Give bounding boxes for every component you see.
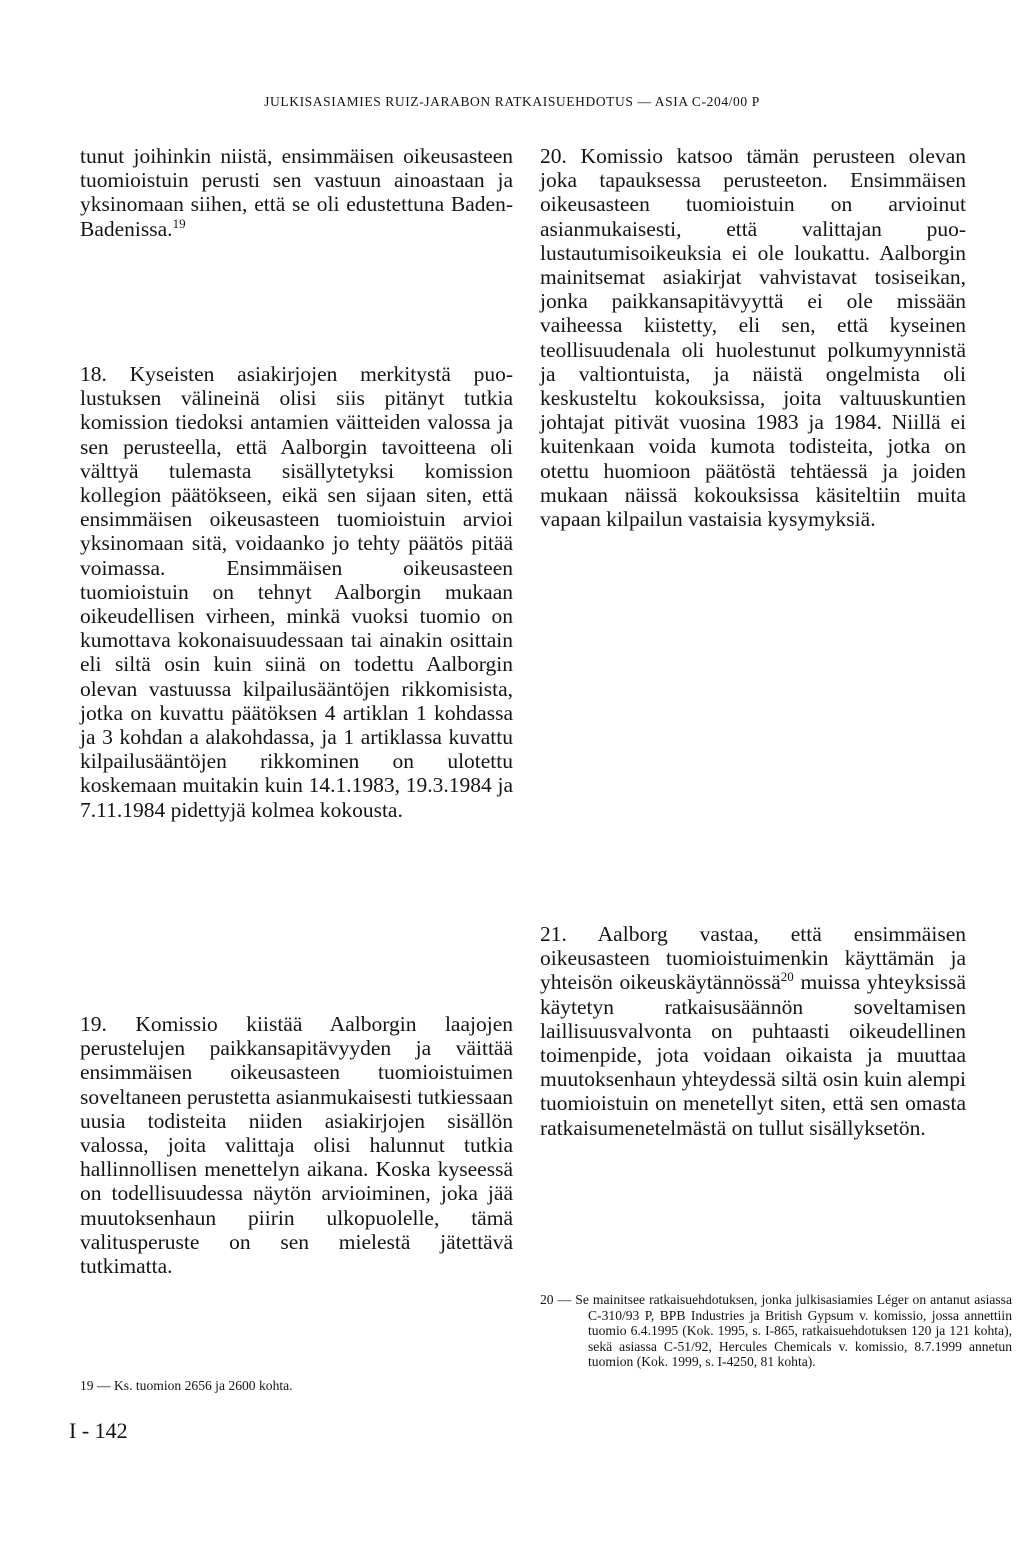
- para20-text: Komissio katsoo tämän perusteen olevan joka tapauksessa perusteeton. Ensimmäisen oikeusasteen tuomioistuin on arvioinut asianmukaisesti, että valittajan puolustautumisoikeuksia ei ole loukattu. Aalborgin mainitsemat asiakirjat vahvistavat tosiseikan, jonka paikkansapitävyyttä ei ole missään vaiheessa kiistetty, eli sen, että kyseinen teollisuudenala oli huolestunut polkumyynnistä ja valtiontuista, ja näistä ongelmista oli keskusteltu kokouksissa, joita valtuuskuntien johtajat pitivät vuosina 1983 ja 1984. Niillä ei kuitenkaan voida kumota todisteita, jotka on otettu huomioon päätöstä tehtäessä ja joiden mukaan näissä kokouksissa käsiteltiin muita vapaan kilpailun vastaisia kysymyksiä.: [540, 144, 966, 532]
- para20-number: 20.: [540, 144, 567, 168]
- footnote-ref-20: 20: [780, 969, 794, 985]
- page-number: I - 142: [69, 1418, 128, 1443]
- para17-continuation: [80, 144, 513, 241]
- footnote-19: 19 — Ks. tuomion 2656 ja 2600 kohta.: [80, 1378, 293, 1393]
- paragraph-19: [80, 1012, 513, 1278]
- para21-text-before: Aalborg vastaa, että ensimmäisen oikeusasteen tuomioistuimenkin käyttämän ja yhteisön oikeuskäytännössä: [540, 922, 966, 995]
- para19-text: Komissio kiistää Aalborgin laajojen perustelujen paikkansapitävyyden ja väittää ensimmäisen oikeusasteen tuomioistuimen soveltaneen perustetta asianmukaisesti tutkiessaan uusia todisteita niiden asiakirjojen sisällön valossa, joita valittaja olisi halunnut tutkia hallinnollisen menettelyn aikana. Koska kyseessä on todellisuudessa näytön arvioiminen, joka jää muutoksenhaun piirin ulkopuolelle, tämä valitusperuste on sen mielestä jätettävä tutkimatta.: [80, 1012, 514, 1279]
- paragraph-18: [80, 362, 513, 822]
- paragraph-20: [540, 144, 966, 531]
- footnote-ref-19: 19: [172, 215, 186, 231]
- running-header: JULKISASIAMIES RUIZ-JARABON RATKAISUEHDOTUS — ASIA C-204/00 P: [264, 94, 760, 109]
- para18-text: Kyseisten asiakirjojen merkitystä puolustuksen välineinä olisi siis pitänyt tutkia komission tiedoksi antamien väitteiden valossa ja sen perusteella, että Aalborgin tavoitteena oli välttyä tulemasta sisällytetyksi komission kollegion päätökseen, eikä sen sijaan siten, että ensimmäisen oikeusasteen tuomioistuin arvioi yksinomaan sitä, voidaanko jo tehty päätös pitää voimassa. Ensimmäisen oikeusasteen tuomioistuin on tehnyt Aalborgin mukaan oikeudellisen virheen, minkä vuoksi tuomio on kumottava kokonaisuudessaan tai ainakin osittain eli siltä osin kuin siinä on todettu Aalborgin olevan vastuussa kilpailusääntöjen rikkomisista, jotka on kuvattu päätöksen 4 artiklan 1 kohdassa ja 3 kohdan a alakohdassa, ja 1 artiklassa kuvattu kilpailusääntöjen rikkominen on ulotettu koskemaan muitakin kuin 14.1.1983, 19.3.1984 ja 7.11.1984 pidettyjä kolmea kokousta.: [80, 362, 513, 822]
- footnote-20: 20 — Se mainitsee ratkaisuehdotuksen, jonka julkisasiamies Léger on antanut asiassa C-310/93 P, BPB Industries ja British Gypsum v. komissio, jossa annettiin tuomio 6.4.1995 (Kok. 1995, s. I-865, ratkaisuehdotuksen 120 ja 121 kohta), sekä asiassa C-51/92, Hercules Chemicals v. komissio, 8.7.1999 annetun tuomion (Kok. 1999, s. I-4250, 81 kohta).: [540, 1292, 1012, 1369]
- para21-number: 21.: [540, 922, 567, 946]
- para21-text-after: muissa yhteyksissä käytetyn ratkaisusäännön soveltamisen laillisuusvalvonta on puhtaasti oikeudellinen toimenpide, jota voidaan oikaista ja muuttaa muutoksenhaun yhteydessä siltä osin kuin alempi tuomioistuin on menetellyt siten, että sen omasta ratkaisumenetelmästä on tullut sisällyksetön.: [540, 970, 966, 1140]
- paragraph-21: [540, 922, 966, 1140]
- para17-text: tunut joihinkin niistä, ensimmäisen oikeusasteen tuomioistuin perusti sen vastuun ainoastaan ja yksinomaan siihen, että se oli edustettuna Baden-Badenissa.: [80, 144, 513, 241]
- para19-number: 19.: [80, 1012, 107, 1036]
- para18-number: 18.: [80, 362, 107, 386]
